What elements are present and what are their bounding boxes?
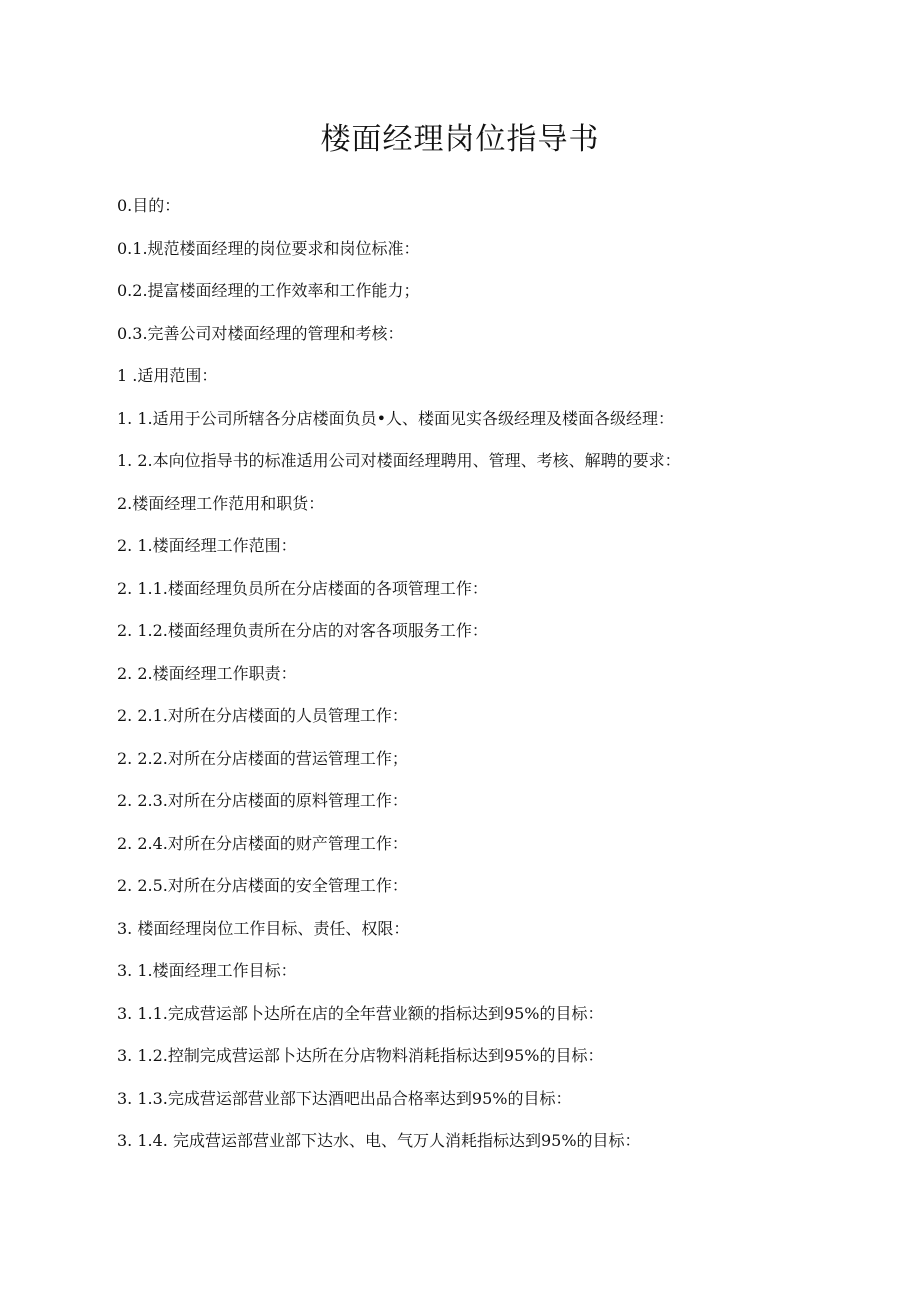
text-line: 3. 1.4. 完成营运部营业部下达水、电、气万人消耗指标达到95%的目标：: [117, 1131, 641, 1150]
document-title: 楼面经理岗位指导书: [320, 122, 600, 157]
text-line: 0.1.规范楼面经理的岗位要求和岗位标准：: [117, 238, 420, 258]
text-line: 2. 2.4.对所在分店楼面的财产管理工作：: [117, 833, 408, 853]
text-line: 2. 2.2.对所在分店楼面的营运管理工作；: [117, 748, 408, 768]
text-line: 0.2.提富楼面经理的工作效率和工作能力；: [117, 281, 420, 300]
text-line: 2. 2.楼面经理工作职责：: [117, 663, 297, 683]
text-line: 3. 1.3.完成营运部营业部下达酒吧出品合格率达到95%的目标：: [117, 1088, 572, 1108]
text-line: 2. 1.2.楼面经理负责所在分店的对客各项服务工作：: [117, 621, 488, 640]
text-line: 2. 1.楼面经理工作范围：: [117, 536, 297, 555]
text-line: 0.3.完善公司对楼面经理的管理和考核：: [117, 323, 404, 343]
text-line: 1 .适用范围：: [117, 366, 218, 385]
text-line: 2.楼面经理工作范用和职货：: [117, 493, 325, 513]
text-line: 3. 楼面经理岗位工作目标、责任、权限：: [117, 918, 410, 938]
text-line: 2. 1.1.楼面经理负员所在分店楼面的各项管理工作：: [117, 578, 488, 598]
text-line: 1. 1.适用于公司所辖各分店楼面负员•人、楼面见实各级经理及楼面各级经理：: [117, 408, 675, 428]
text-line: 3. 1.2.控制完成营运部卜达所在分店物料消耗指标达到95%的目标：: [117, 1046, 604, 1065]
text-line: 2. 2.5.对所在分店楼面的安全管理工作：: [117, 876, 408, 895]
text-line: 2. 2.3.对所在分店楼面的原料管理工作：: [117, 791, 408, 810]
document-body: [117, 190, 817, 1168]
text-line: 3. 1.1.完成营运部卜达所在店的全年营业额的指标达到95%的目标：: [117, 1003, 604, 1023]
text-line: 0.目的：: [117, 196, 181, 215]
text-line: 1. 2.本向位指导书的标准适用公司对楼面经理聘用、管理、考核、解聘的要求：: [117, 451, 681, 470]
text-line: 3. 1.楼面经理工作目标：: [117, 961, 297, 980]
text-line: 2. 2.1.对所在分店楼面的人员管理工作：: [117, 706, 408, 725]
